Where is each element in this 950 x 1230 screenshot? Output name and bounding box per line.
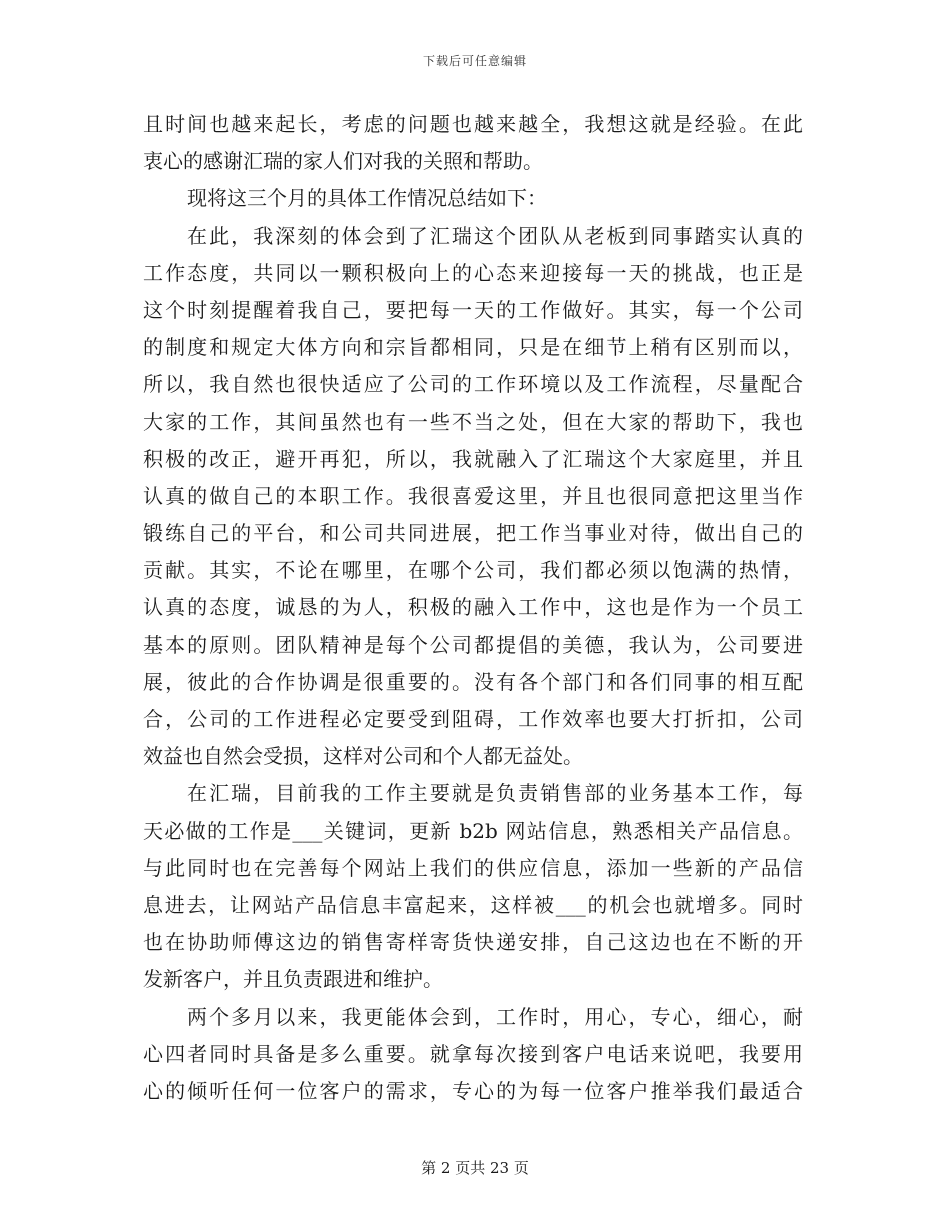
text-line: 发新客户，并且负责跟进和维护。 (143, 967, 443, 992)
text-line: 贡献。其实，不论在哪里，在哪个公司，我们都必须以饱满的热情， (143, 558, 803, 583)
page-header: 下载后可任意编辑 (422, 54, 527, 68)
text-line: 息进去，让网站产品信息丰富起来，这样被___的机会也就增多。同时 (143, 892, 803, 917)
text-line: 且时间也越来起长，考虑的问题也越来越全，我想这就是经验。在此 (143, 112, 803, 136)
text-line: 这个时刻提醒着我自己，要把每一天的工作做好。其实，每一个公司 (143, 297, 803, 322)
text-line: 天必做的工作是___关键词，更新 b2b 网站信息，熟悉相关产品信息。 (143, 818, 803, 843)
page-footer: 第 2 页共 23 页 (421, 1159, 529, 1177)
text-line: 与此同时也在完善每个网站上我们的供应信息，添加一些新的产品信 (143, 855, 803, 880)
text-line: 在汇瑞，目前我的工作主要就是负责销售部的业务基本工作，每 (187, 781, 803, 806)
text-line: 所以，我自然也很快适应了公司的工作环境以及工作流程，尽量配合 (143, 372, 803, 397)
text-line: 认真的做自己的本职工作。我很喜爱这里，并且也很同意把这里当作 (143, 483, 803, 508)
text-line: 两个多月以来，我更能体会到，工作时，用心，专心，细心，耐 (187, 1004, 803, 1029)
text-line: 认真的态度，诚恳的为人，积极的融入工作中，这也是作为一个员工 (143, 595, 803, 620)
text-line: 大家的工作，其间虽然也有一些不当之处，但在大家的帮助下，我也 (143, 409, 803, 434)
text-line: 现将这三个月的具体工作情况总结如下： (187, 186, 547, 211)
text-line: 效益也自然会受损，这样对公司和个人都无益处。 (143, 744, 583, 769)
text-line: 的制度和规定大体方向和宗旨都相同，只是在细节上稍有区别而以， (143, 335, 803, 360)
text-line: 基本的原则。团队精神是每个公司都提倡的美德，我认为，公司要进 (143, 632, 803, 657)
text-line: 积极的改正，避开再犯，所以，我就融入了汇瑞这个大家庭里，并且 (143, 446, 803, 471)
document-body (143, 106, 803, 1110)
text-line: 展，彼此的合作协调是很重要的。没有各个部门和各们同事的相互配 (143, 669, 803, 694)
text-line: 合，公司的工作进程必定要受到阻碍，工作效率也要大打折扣，公司 (143, 707, 803, 731)
text-line: 心的倾听任何一位客户的需求，专心的为每一位客户推举我们最适合 (143, 1078, 803, 1103)
text-line: 锻练自己的平台，和公司共同进展，把工作当事业对待，做出自己的 (143, 521, 803, 546)
text-line: 心四者同时具备是多么重要。就拿每次接到客户电话来说吧，我要用 (143, 1041, 803, 1066)
text-line: 衷心的感谢汇瑞的家人们对我的关照和帮助。 (143, 149, 543, 174)
text-line: 在此，我深刻的体会到了汇瑞这个团队从老板到同事踏实认真的 (187, 223, 803, 248)
text-line: 也在协助师傅这边的销售寄样寄货快递安排，自己这边也在不断的开 (143, 930, 803, 955)
text-line: 工作态度，共同以一颗积极向上的心态来迎接每一天的挑战，也正是 (143, 260, 803, 285)
